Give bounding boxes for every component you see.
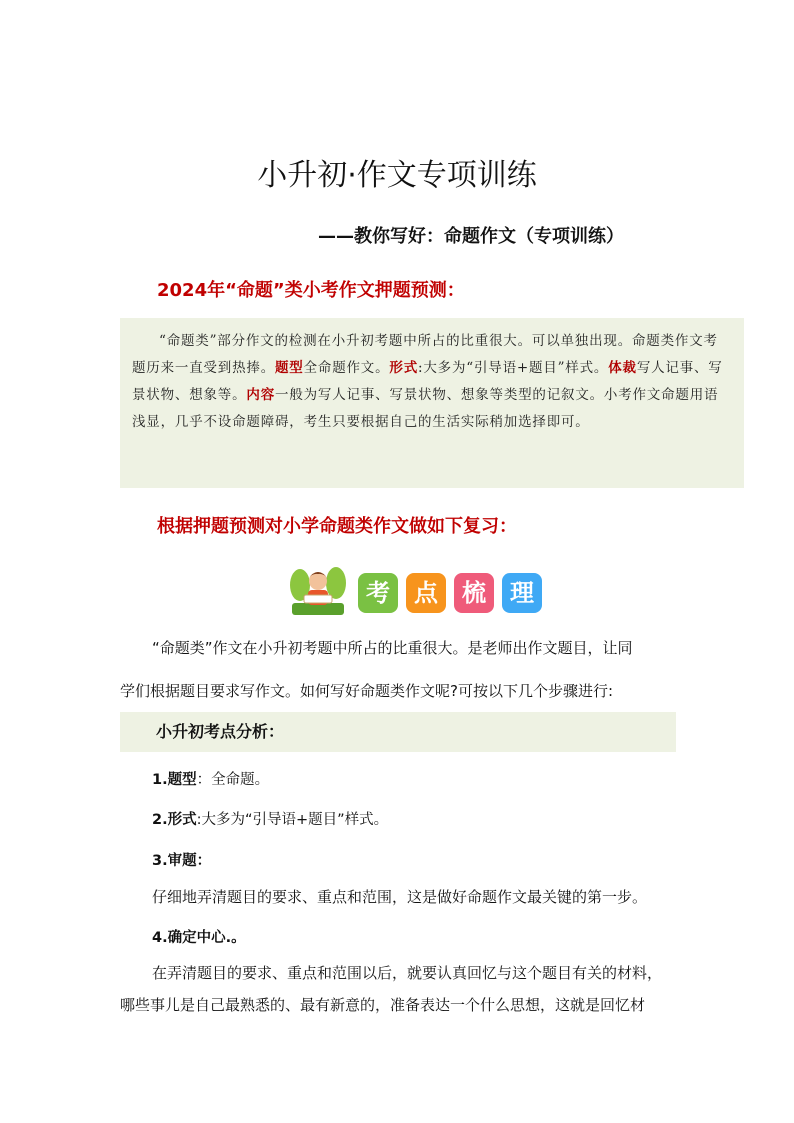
step-number: 3. — [152, 853, 168, 869]
intro-keyword-content: 内容 — [246, 387, 276, 403]
intro-text-1: “命题类”部分作文的检测在小升初考题中所占的比重很大。可以单独出现。命题类作文考题历来一直受到热捧。 — [132, 333, 718, 376]
step-text: :大多为“引导语+题目”样式。 — [196, 812, 389, 828]
step-number: 4. — [152, 930, 168, 946]
predict-heading: 2024年“命题”类小考作文押题预测： — [157, 280, 465, 301]
step-text: ：全命题。 — [196, 772, 270, 788]
step-4-description-line-2: 哪些事儿是自己最熟悉的、最有新意的，准备表达一个什么思想，这就是回忆材 — [120, 996, 646, 1014]
step-label: 确定中心 — [167, 930, 226, 946]
step-label: 形式 — [167, 812, 197, 828]
document-title: 小升初·作文专项训练 — [257, 158, 537, 193]
intro-text-5: 一般为写人记事、写景状物、想象等类型的记叙文。小考作文命题用语浅显，几乎不设命题障碍，考生只要根据自己的生活实际稍加选择即可。 — [132, 387, 719, 430]
reading-child-illustration — [286, 565, 350, 617]
topic-review-banner — [286, 565, 546, 617]
step-label: 审题 — [167, 853, 197, 869]
step-number: 2. — [152, 812, 168, 828]
step-label: 题型 — [167, 772, 197, 788]
intro-text-3: :大多为“引导语+题目”样式。 — [418, 360, 609, 376]
step-number: 1. — [152, 772, 168, 788]
banner-tile-dian: 点 — [406, 573, 446, 613]
step-item-4 — [152, 926, 246, 947]
step-item-1 — [152, 768, 269, 789]
intro-keyword-form: 形式 — [389, 360, 419, 376]
intro-box — [120, 318, 744, 488]
intro-text-2: 全命题作文。 — [303, 360, 390, 376]
intro-paragraph-line-1: “命题类”作文在小升初考题中所占的比重很大。是老师出作文题目，让同 — [152, 639, 633, 657]
step-item-2 — [152, 808, 388, 829]
step-4-description-line-1: 在弄清题目的要求、重点和范围以后，就要认真回忆与这个题目有关的材料， — [152, 964, 663, 982]
intro-keyword-type: 题型 — [275, 360, 304, 376]
step-item-3 — [152, 849, 211, 870]
banner-tile-li: 理 — [502, 573, 542, 613]
intro-keyword-genre: 体裁 — [608, 360, 637, 376]
intro-text-4: 写人记事、写景状物、想象等。 — [132, 360, 723, 403]
intro-paragraph — [132, 328, 732, 436]
banner-tile-kao: 考 — [358, 573, 398, 613]
document-subtitle: ——教你写好：命题作文（专项训练） — [318, 226, 624, 247]
step-3-description: 仔细地弄清题目的要求、重点和范围，这是做好命题作文最关键的第一步。 — [152, 888, 648, 906]
step-text: ： — [196, 853, 212, 869]
analysis-heading: 小升初考点分析： — [120, 712, 676, 752]
intro-paragraph-line-2: 学们根据题目要求写作文。如何写好命题类作文呢?可按以下几个步骤进行: — [120, 682, 614, 700]
banner-tile-shu: 梳 — [454, 573, 494, 613]
review-heading: 根据押题预测对小学命题类作文做如下复习： — [157, 516, 517, 537]
step-text: .。 — [225, 930, 246, 946]
